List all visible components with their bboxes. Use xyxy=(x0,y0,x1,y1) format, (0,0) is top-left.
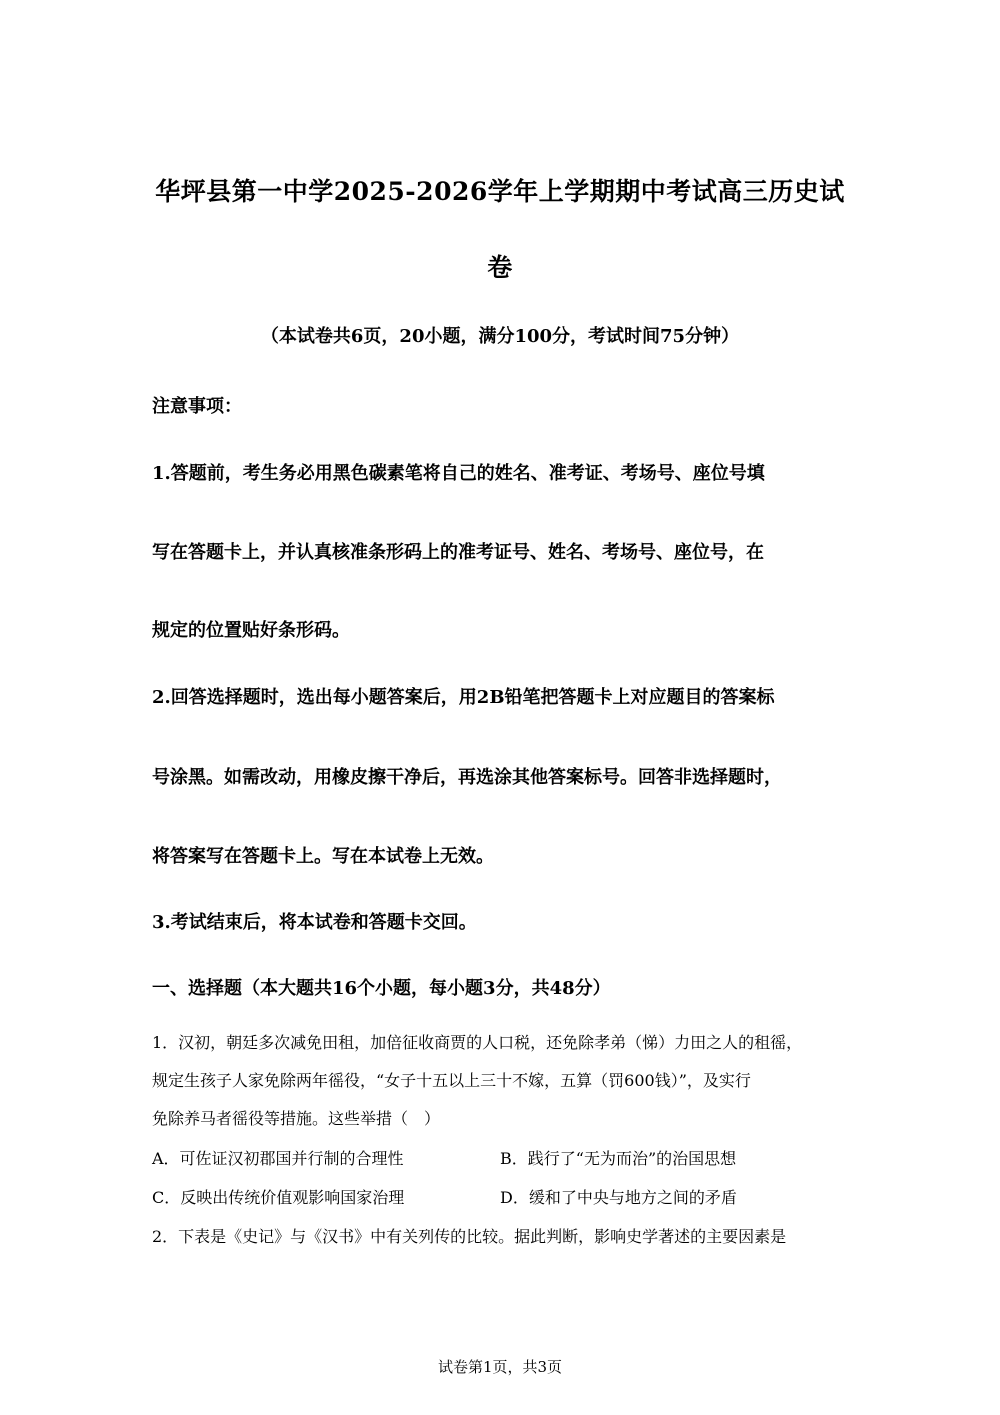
notice-item-1-line-3: 规定的位置贴好条形码。 xyxy=(152,620,350,641)
question-1-option-c: C．反映出传统价值观影响国家治理 xyxy=(152,1188,405,1207)
notice-item-3: 3.考试结束后，将本试卷和答题卡交回。 xyxy=(152,912,477,933)
page-footer: 试卷第1页，共3页 xyxy=(437,1358,563,1376)
section-1-heading: 一、选择题（本大题共16个小题，每小题3分，共48分） xyxy=(152,978,611,999)
question-1-option-b: B．践行了“无为而治”的治国思想 xyxy=(500,1149,737,1168)
notice-item-2-line-2: 号涂黑。如需改动，用橡皮擦干净后，再选涂其他答案标号。回答非选择题时， xyxy=(152,767,782,788)
question-1-line-1: 1．汉初，朝廷多次减免田租，加倍征收商贾的人口税，还免除孝弟（悌）力田之人的租徭， xyxy=(152,1033,803,1052)
notice-item-2-line-1: 2.回答选择题时，选出每小题答案后，用2B铅笔把答题卡上对应题目的答案标 xyxy=(152,687,775,708)
notice-item-1-line-2: 写在答题卡上，并认真核准条形码上的准考证号、姓名、考场号、座位号，在 xyxy=(152,542,764,563)
exam-subtitle: （本试卷共6页，20小题，满分100分，考试时间75分钟） xyxy=(260,326,740,347)
notice-item-2-line-3: 将答案写在答题卡上。写在本试卷上无效。 xyxy=(152,846,494,867)
question-1-option-d: D．缓和了中央与地方之间的矛盾 xyxy=(500,1188,737,1207)
exam-title-line-1: 华坪县第一中学2025-2026学年上学期期中考试高三历史试 xyxy=(155,177,845,206)
notice-heading: 注意事项： xyxy=(152,396,242,417)
notice-item-1-line-1: 1.答题前，考生务必用黑色碳素笔将自己的姓名、准考证、考场号、座位号填 xyxy=(152,463,765,484)
question-1-line-3: 免除养马者徭役等措施。这些举措（ ） xyxy=(152,1109,441,1128)
question-1-line-2: 规定生孩子人家免除两年徭役，“女子十五以上三十不嫁，五算（罚600钱）”，及实行 xyxy=(152,1071,751,1090)
question-1-option-a: A．可佐证汉初郡国并行制的合理性 xyxy=(152,1149,404,1168)
exam-title-line-2: 卷 xyxy=(487,253,513,282)
question-2-line-1: 2．下表是《史记》与《汉书》中有关列传的比较。据此判断，影响史学著述的主要因素是 xyxy=(152,1227,787,1246)
